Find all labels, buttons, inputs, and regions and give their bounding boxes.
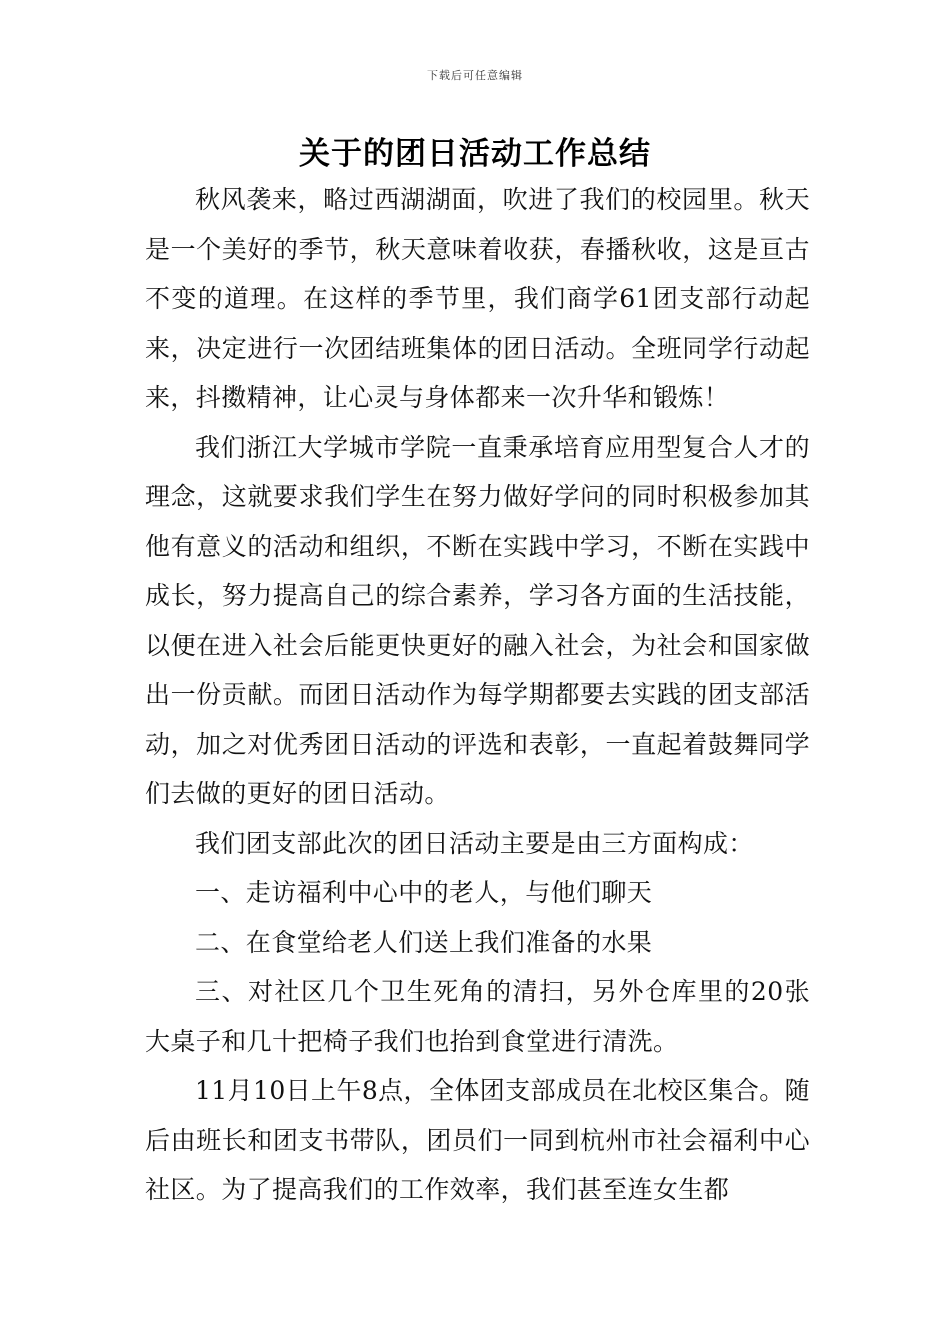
- paragraph-college-philosophy: 我们浙江大学城市学院一直秉承培育应用型复合人才的理念，这就要求我们学生在努力做好学问的同时积极参加其他有意义的活动和组织，不断在实践中学习，不断在实践中成长，努力提高自己的综合素养，学习各方面的生活技能，以便在进入社会后能更快更好的融入社会，为社会和国家做出一份贡献。而团日活动作为每学期都要去实践的团支部活动，加之对优秀团日活动的评选和表彰，一直起着鼓舞同学们去做的更好的团日活动。: [145, 432, 810, 808]
- document-title: 关于的团日活动工作总结: [299, 136, 651, 172]
- document-body: [145, 175, 810, 1215]
- paragraph-event-details: 11月10日上午8点，全体团支部成员在北校区集合。随后由班长和团支书带队，团员们一同到杭州市社会福利中心社区。为了提高我们的工作效率，我们甚至连女生都: [145, 1076, 810, 1204]
- list-item-visit-elderly: 一、走访福利中心中的老人，与他们聊天: [195, 878, 653, 907]
- list-item-deliver-fruit: 二、在食堂给老人们送上我们准备的水果: [195, 927, 653, 957]
- paragraph-intro: 秋风袭来，略过西湖湖面，吹进了我们的校园里。秋天是一个美好的季节，秋天意味着收获，春播秋收，这是亘古不变的道理。在这样的季节里，我们商学61团支部行动起来，决定进行一次团结班集体的团日活动。全班同学行动起来，抖擞精神，让心灵与身体都来一次升华和锻炼！: [145, 185, 810, 412]
- header-note: 下载后可任意编辑: [427, 69, 523, 82]
- list-item-cleaning: 三、对社区几个卫生死角的清扫，另外仓库里的20张大桌子和几十把椅子我们也抬到食堂进行清洗。: [145, 977, 810, 1056]
- paragraph-activity-overview: 我们团支部此次的团日活动主要是由三方面构成：: [195, 828, 754, 858]
